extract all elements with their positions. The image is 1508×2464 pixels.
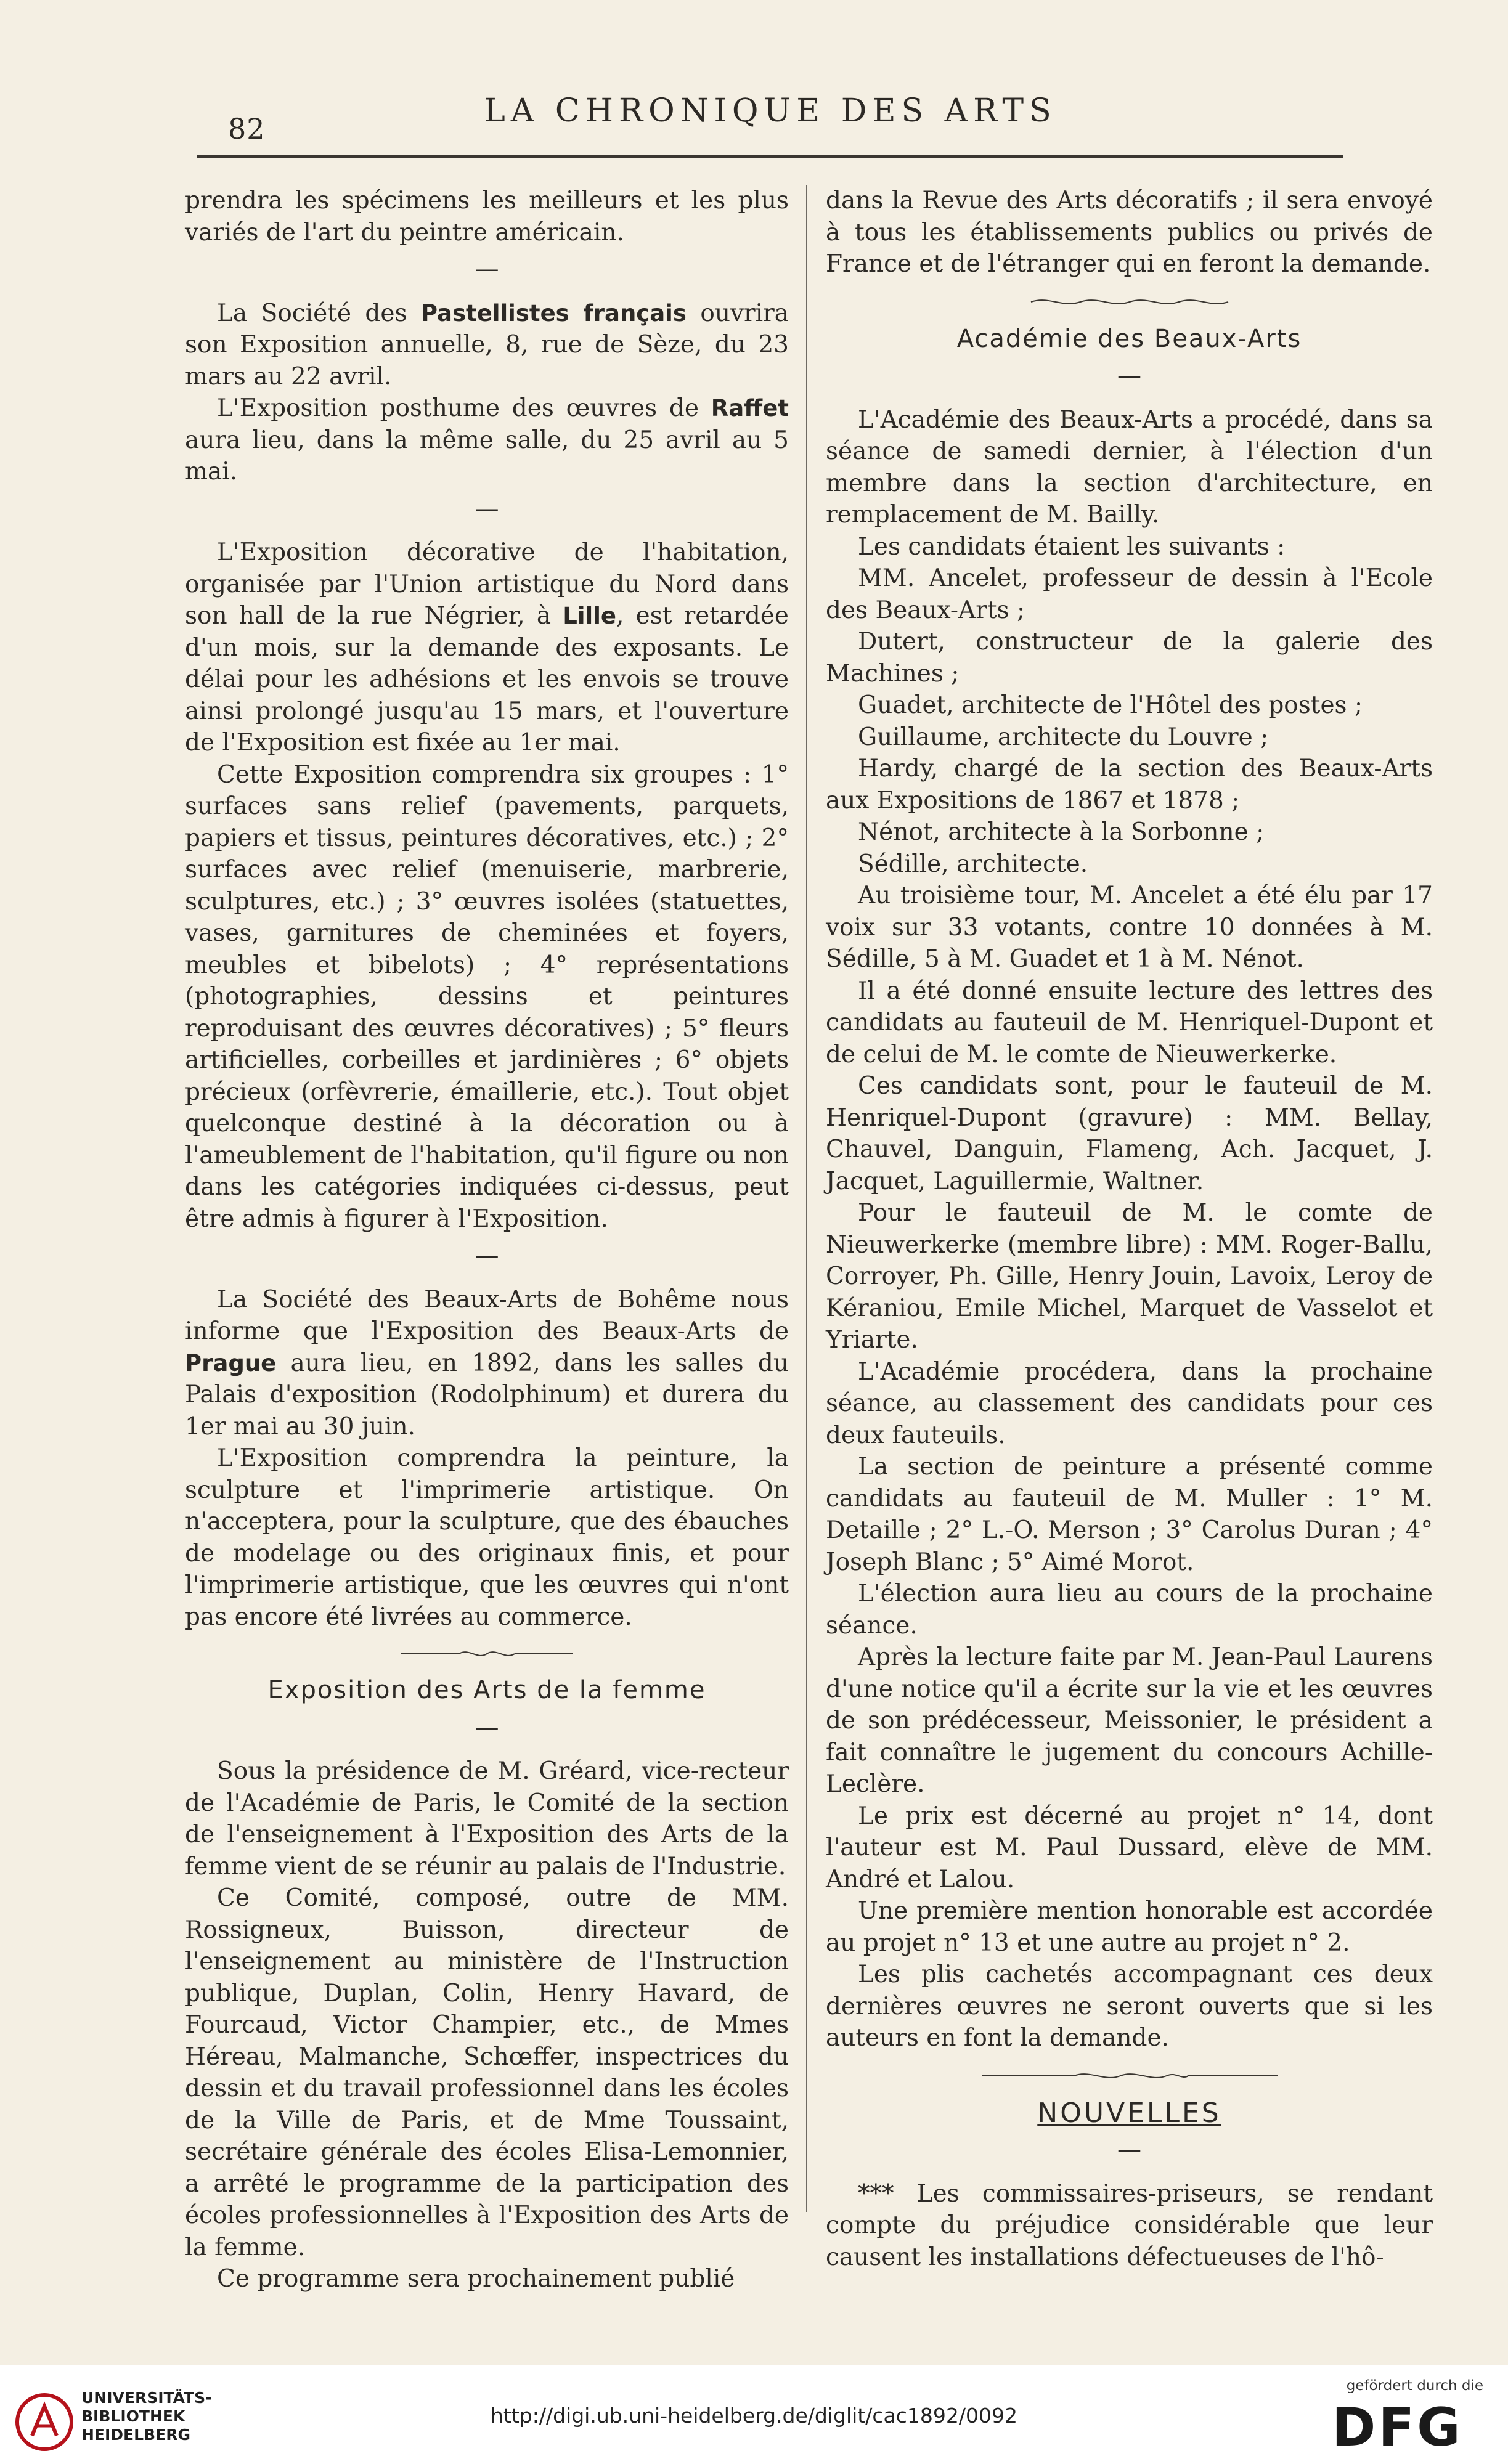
paragraph: *** Les commissaires-priseurs, se rendant compte du préjudice considérable que leur causent les installations défectueuses de l'hô- — [826, 2179, 1433, 2271]
journal-title: LA CHRONIQUE DES ARTS — [484, 92, 1057, 129]
paragraph-lille — [185, 537, 789, 759]
highlight: Prague — [185, 1349, 277, 1376]
paragraph: L'Académie des Beaux-Arts a procédé, dans sa séance de samedi dernier, à l'élection d'un membre dans la section d'architecture, en remplacement de M. Bailly. — [826, 405, 1433, 529]
paragraph: L'Académie procédera, dans la prochaine séance, au classement des candidats pour ces deux fauteuils. — [826, 1357, 1433, 1449]
section-title-nouvelles: NOUVELLES — [1037, 2097, 1221, 2129]
highlight: Raffet — [711, 395, 789, 421]
right-column — [826, 185, 1433, 2273]
page-number: 82 — [228, 112, 266, 145]
paragraph: Ce Comité, composé, outre de MM. Rossigneux, Buisson, directeur de l'enseignement au ministère de l'Instruction publique, Duplan, Colin, Henry Havard, de Fourcaud, Victor Champier, etc., de Mmes Héreau, Malmanche, Schœffer, inspectrices du dessin et du travail professionnel dans les écoles de la Ville de Paris, et de Mme Toussaint, secrétaire générale des écoles Elisa-Lemonnier, a arrêté le programme de la participation des écoles professionnelles à l'Exposition des Arts de la femme. — [185, 1884, 789, 2261]
paragraph: Le prix est décerné au projet n° 14, dont l'auteur est M. Paul Dussard, elève de MM. André et Lalou. — [826, 1802, 1433, 1893]
paragraph: Les plis cachetés accompagnant ces deux dernières œuvres ne seront ouverts que si les auteurs en font la demande. — [826, 1961, 1433, 2052]
separator-dash: — — [1117, 362, 1141, 389]
paragraph: Guillaume, architecte du Louvre ; — [858, 723, 1269, 751]
funder-label: gefördert durch die — [1346, 2378, 1483, 2394]
paragraph: Il a été donné ensuite lecture des lettres des candidats au fauteuil de M. Henriquel-Dupont et de celui de M. le comte de Nieuwerkerke. — [826, 977, 1433, 1068]
paragraph-raffet — [185, 392, 789, 488]
paragraph: Cette Exposition comprendra six groupes : 1° surfaces sans relief (pavements, parquets, papiers et tissus, peintures décoratives, etc.) ; 2° surfaces avec relief (menuiserie, marbrerie, sculptures, etc.) ; 3° œuvres isolées (statuettes, vases, garnitures de cheminées et foyers, meubles et bibelots) ; 4° représentations (photographies, dessins et peintures reproduisant des œuvres décoratives) ; 5° fleurs artificielles, corbeilles et jardinières ; 6° objets précieux (orfèvrerie, émaillerie, etc.). Tout objet quelconque destiné à la décoration ou à l'ameublement de l'habitation, qu'il figure ou non dans les catégories indiquées ci-dessus, peut être admis à figurer à l'Exposition. — [185, 760, 789, 1233]
svg-text:DFG: DFG — [1332, 2401, 1463, 2452]
text: L'Exposition posthume des œuvres de — [217, 394, 711, 422]
paragraph-prague — [185, 1284, 789, 1443]
section-title-academie: Académie des Beaux-Arts — [956, 324, 1302, 353]
paragraph: Pour le fauteuil de M. le comte de Nieuwerkerke (membre libre) : MM. Roger-Ballu, Corroyer, Ph. Gille, Henry Jouin, Lavoix, Leroy de Kéraniou, Emile Michel, Marquet de Vasselot et Yriarte. — [826, 1199, 1433, 1354]
paragraph: Nénot, architecte à la Sorbonne ; — [858, 818, 1265, 846]
paragraph: Sédille, architecte. — [858, 850, 1088, 878]
paragraph: dans la Revue des Arts décoratifs ; il sera envoyé à tous les établissements publics ou privés de France et de l'étranger qui en feront la demande. — [826, 187, 1433, 278]
paragraph: Ces candidats sont, pour le fauteuil de M. Henriquel-Dupont (gravure) : MM. Bellay, Chauvel, Danguin, Flameng, Ach. Jacquet, J. Jacquet, Laguillermie, Waltner. — [826, 1072, 1433, 1195]
separator-dash: — — [475, 1713, 499, 1741]
paragraph: Au troisième tour, M. Ancelet a été élu par 17 voix sur 33 votants, contre 10 données à M. Sédille, 5 à M. Guadet et 1 à M. Nénot. — [826, 882, 1433, 973]
paragraph: MM. Ancelet, professeur de dessin à l'Ecole des Beaux-Arts ; — [826, 564, 1433, 624]
paragraph: prendra les spécimens les meilleurs et les plus variés de l'art du peintre américain. — [185, 187, 789, 246]
digitization-footer — [0, 2365, 1508, 2464]
paragraph: Sous la présidence de M. Gréard, vice-recteur de l'Académie de Paris, le Comité de la section de l'enseignement à l'Exposition des Arts de la femme vient de se réunir au palais de l'Industrie. — [185, 1757, 789, 1881]
left-column — [185, 185, 789, 2295]
separator-dash: — — [1117, 2136, 1141, 2163]
paragraph: L'Exposition comprendra la peinture, la sculpture et l'imprimerie artistique. On n'acceptera, pour la sculpture, que des ébauches de modelage ou des originaux finis, et pour l'imprimerie artistique, que les œuvres qui n'ont pas encore été livrées au commerce. — [185, 1444, 789, 1631]
paragraph: La section de peinture a présenté comme candidats au fauteuil de M. Muller : 1° M. Detaille ; 2° L.-O. Merson ; 3° Carolus Duran ; 4° Joseph Blanc ; 5° Aimé Morot. — [826, 1453, 1433, 1576]
paragraph: Une première mention honorable est accordée au projet n° 13 et une autre au projet n° 2. — [826, 1897, 1433, 1957]
dfg-logo-icon — [1332, 2401, 1486, 2452]
highlight: Lille — [563, 603, 617, 629]
text: L'Exposition décorative de l'habitation, organisée par l'Union artistique du Nord dans son hall de la rue Négrier, à — [185, 539, 789, 630]
paragraph: Guadet, architecte de l'Hôtel des postes ; — [858, 691, 1363, 719]
separator-dash: — — [475, 255, 499, 283]
highlight: Pastellistes français — [420, 299, 687, 327]
separator-dash: — — [475, 494, 499, 522]
header-rule — [197, 155, 1343, 158]
separator-dash: — — [475, 1242, 499, 1269]
paragraph: Après la lecture faite par M. Jean-Paul Laurens d'une notice qu'il a écrite sur la vie et les œuvres de son prédécesseur, Meissonier, le président a fait connaître le jugement du concours Achille-Leclère. — [826, 1643, 1433, 1798]
section-title-arts-femme: Exposition des Arts de la femme — [267, 1676, 706, 1704]
paragraph: L'élection aura lieu au cours de la prochaine séance. — [826, 1580, 1433, 1640]
ornament-divider-icon — [401, 1646, 573, 1661]
ornament-divider-icon — [1025, 294, 1234, 310]
text: , est retardée d'un mois, sur la demande des exposants. Le délai pour les adhésions et les envois se trouve ainsi prolongé jusqu'au 15 mars, et l'ouverture de l'Exposition est fixée au 1er mai. — [185, 602, 789, 757]
paragraph: Dutert, constructeur de la galerie des Machines ; — [826, 628, 1433, 688]
text: ouvrira son Exposition annuelle, 8, rue de Sèze, du 23 mars au 22 avril. — [185, 299, 789, 391]
library-name-line: BIBLIOTHEK — [81, 2407, 185, 2425]
paragraph: Hardy, chargé de la section des Beaux-Arts aux Expositions de 1867 et 1878 ; — [826, 755, 1433, 815]
paragraph: Ce programme sera prochainement publié — [217, 2265, 735, 2293]
library-name-line: UNIVERSITÄTS- — [81, 2389, 212, 2407]
page-header — [197, 86, 1343, 160]
text: La Société des Beaux-Arts de Bohême nous informe que l'Exposition des Beaux-Arts de — [185, 1285, 789, 1345]
paragraph: Les candidats étaient les suivants : — [858, 532, 1286, 561]
text: aura lieu, en 1892, dans les salles du Palais d'exposition (Rodolphinum) et durera du 1er mai au 30 juin. — [185, 1349, 789, 1441]
source-url-link[interactable]: http://digi.ub.uni-heidelberg.de/diglit/cac1892/0092 — [491, 2404, 1017, 2428]
library-name-line: HEIDELBERG — [81, 2426, 190, 2444]
text: aura lieu, dans la même salle, du 25 avril au 5 mai. — [185, 426, 789, 486]
paragraph-pastellistes — [185, 298, 789, 393]
column-divider — [806, 185, 807, 2212]
ornament-divider-icon — [982, 2068, 1278, 2084]
text: La Société des — [217, 299, 421, 327]
